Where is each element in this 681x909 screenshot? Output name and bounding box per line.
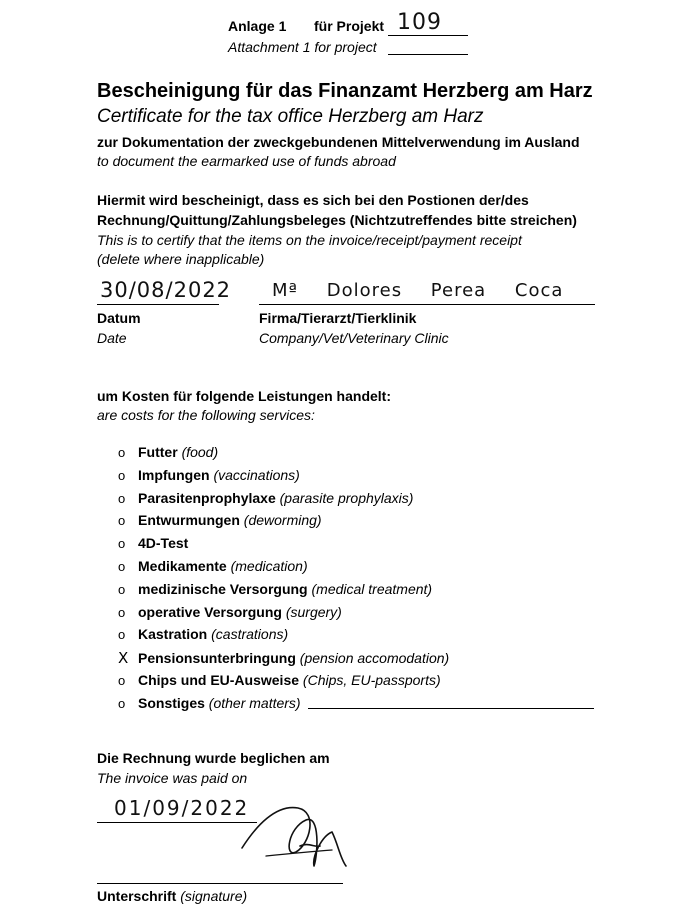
signature-line — [97, 883, 343, 884]
service-label-en: (medical treatment) — [311, 580, 433, 597]
signature-label-de: Unterschrift — [97, 888, 177, 904]
checked-mark-icon[interactable]: X — [118, 649, 129, 668]
certification-en-line2: (delete where inapplicable) — [97, 251, 265, 267]
project-number-handwritten: 109 — [397, 10, 442, 35]
circle-bullet-icon[interactable]: o — [118, 513, 126, 529]
subtitle-en: to document the earmarked use of funds abroad — [97, 153, 396, 169]
payment-label-de: Die Rechnung wurde beglichen am — [97, 750, 330, 766]
circle-bullet-icon[interactable]: o — [118, 604, 126, 620]
certification-de-line2: Rechnung/Quittung/Zahlungsbeleges (Nichtzutreffendes bitte streichen) — [97, 212, 577, 228]
handwritten-signature — [236, 796, 356, 876]
circle-bullet-icon[interactable]: o — [118, 445, 126, 460]
payment-date-handwritten: 01/09/2022 — [114, 796, 250, 820]
service-label-de: Entwurmungen — [138, 512, 240, 529]
annex-label-en: Attachment 1 for project — [228, 39, 377, 55]
other-matters-line — [308, 708, 594, 709]
service-label-en: (deworming) — [243, 512, 322, 529]
circle-bullet-icon[interactable]: o — [118, 695, 126, 711]
circle-bullet-icon[interactable]: o — [118, 627, 126, 643]
company-label-en: Company/Vet/Veterinary Clinic — [259, 330, 449, 346]
services-intro-de: um Kosten für folgende Leistungen handelt: — [97, 388, 391, 404]
services-intro-en: are costs for the following services: — [97, 407, 315, 423]
project-label: für Projekt — [314, 18, 385, 34]
list-item — [118, 604, 342, 620]
service-label-en: (parasite prophylaxis) — [279, 489, 414, 506]
list-item — [118, 695, 301, 711]
circle-bullet-icon[interactable]: o — [118, 467, 126, 483]
list-item — [118, 467, 300, 483]
service-label-de: Kastration — [138, 626, 208, 643]
circle-bullet-icon[interactable]: o — [118, 490, 126, 506]
list-item — [118, 490, 413, 506]
service-label-en: (pension accomodation) — [299, 650, 450, 667]
list-item — [118, 672, 441, 688]
title-en: Certificate for the tax office Herzberg am Harz — [97, 106, 484, 127]
title-de: Bescheinigung für das Finanzamt Herzberg am Harz — [97, 80, 593, 102]
list-item — [118, 581, 432, 597]
service-label-en: (other matters) — [208, 694, 301, 711]
service-label-en: (castrations) — [211, 626, 289, 643]
list-item — [118, 626, 288, 642]
service-label-en: (surgery) — [285, 603, 342, 620]
service-label-de: Pensionsunterbringung — [138, 650, 296, 667]
list-item — [118, 512, 322, 528]
service-label-de: Medikamente — [138, 558, 227, 574]
date-label-en: Date — [97, 330, 127, 346]
service-label-de: Sonstiges — [138, 694, 205, 711]
list-item — [118, 649, 449, 667]
list-item — [118, 558, 308, 574]
list-item — [118, 444, 218, 460]
project-number-line-en — [388, 54, 468, 55]
signature-label — [97, 888, 247, 904]
service-label-en: (medication) — [230, 558, 308, 574]
date-handwritten: 30/08/2022 — [100, 278, 232, 302]
company-line — [259, 304, 595, 305]
list-item — [118, 535, 188, 551]
company-label-de: Firma/Tierarzt/Tierklinik — [259, 310, 417, 326]
project-number-line — [388, 35, 468, 36]
company-handwritten: Mª Dolores Perea Coca — [272, 280, 564, 301]
service-label-de: Impfungen — [138, 466, 210, 483]
subtitle-de: zur Dokumentation der zweckgebundenen Mittelverwendung im Ausland — [97, 134, 580, 150]
service-label-de: Futter — [138, 444, 178, 460]
circle-bullet-icon[interactable]: o — [118, 559, 126, 574]
service-label-de: Chips und EU-Ausweise — [138, 672, 300, 688]
service-label-de: medizinische Versorgung — [138, 580, 308, 597]
service-label-en: (vaccinations) — [213, 466, 300, 483]
circle-bullet-icon[interactable]: o — [118, 536, 126, 552]
signature-label-en: (signature) — [180, 888, 248, 904]
service-label-de: Parasitenprophylaxe — [138, 489, 276, 506]
service-label-en: (food) — [181, 444, 219, 460]
certification-de-line1: Hiermit wird bescheinigt, dass es sich bei den Postionen der/des — [97, 192, 529, 208]
certification-en-line1: This is to certify that the items on the invoice/receipt/payment receipt — [97, 232, 522, 248]
service-label-de: operative Versorgung — [138, 603, 282, 620]
service-label-en: (Chips, EU-passports) — [302, 672, 441, 688]
circle-bullet-icon[interactable]: o — [118, 581, 126, 597]
payment-label-en: The invoice was paid on — [97, 770, 248, 786]
date-line — [97, 304, 219, 305]
annex-label: Anlage 1 — [228, 18, 287, 34]
date-label-de: Datum — [97, 310, 141, 326]
circle-bullet-icon[interactable]: o — [118, 673, 126, 688]
service-label-de: 4D-Test — [138, 535, 189, 552]
payment-date-line — [97, 822, 257, 823]
